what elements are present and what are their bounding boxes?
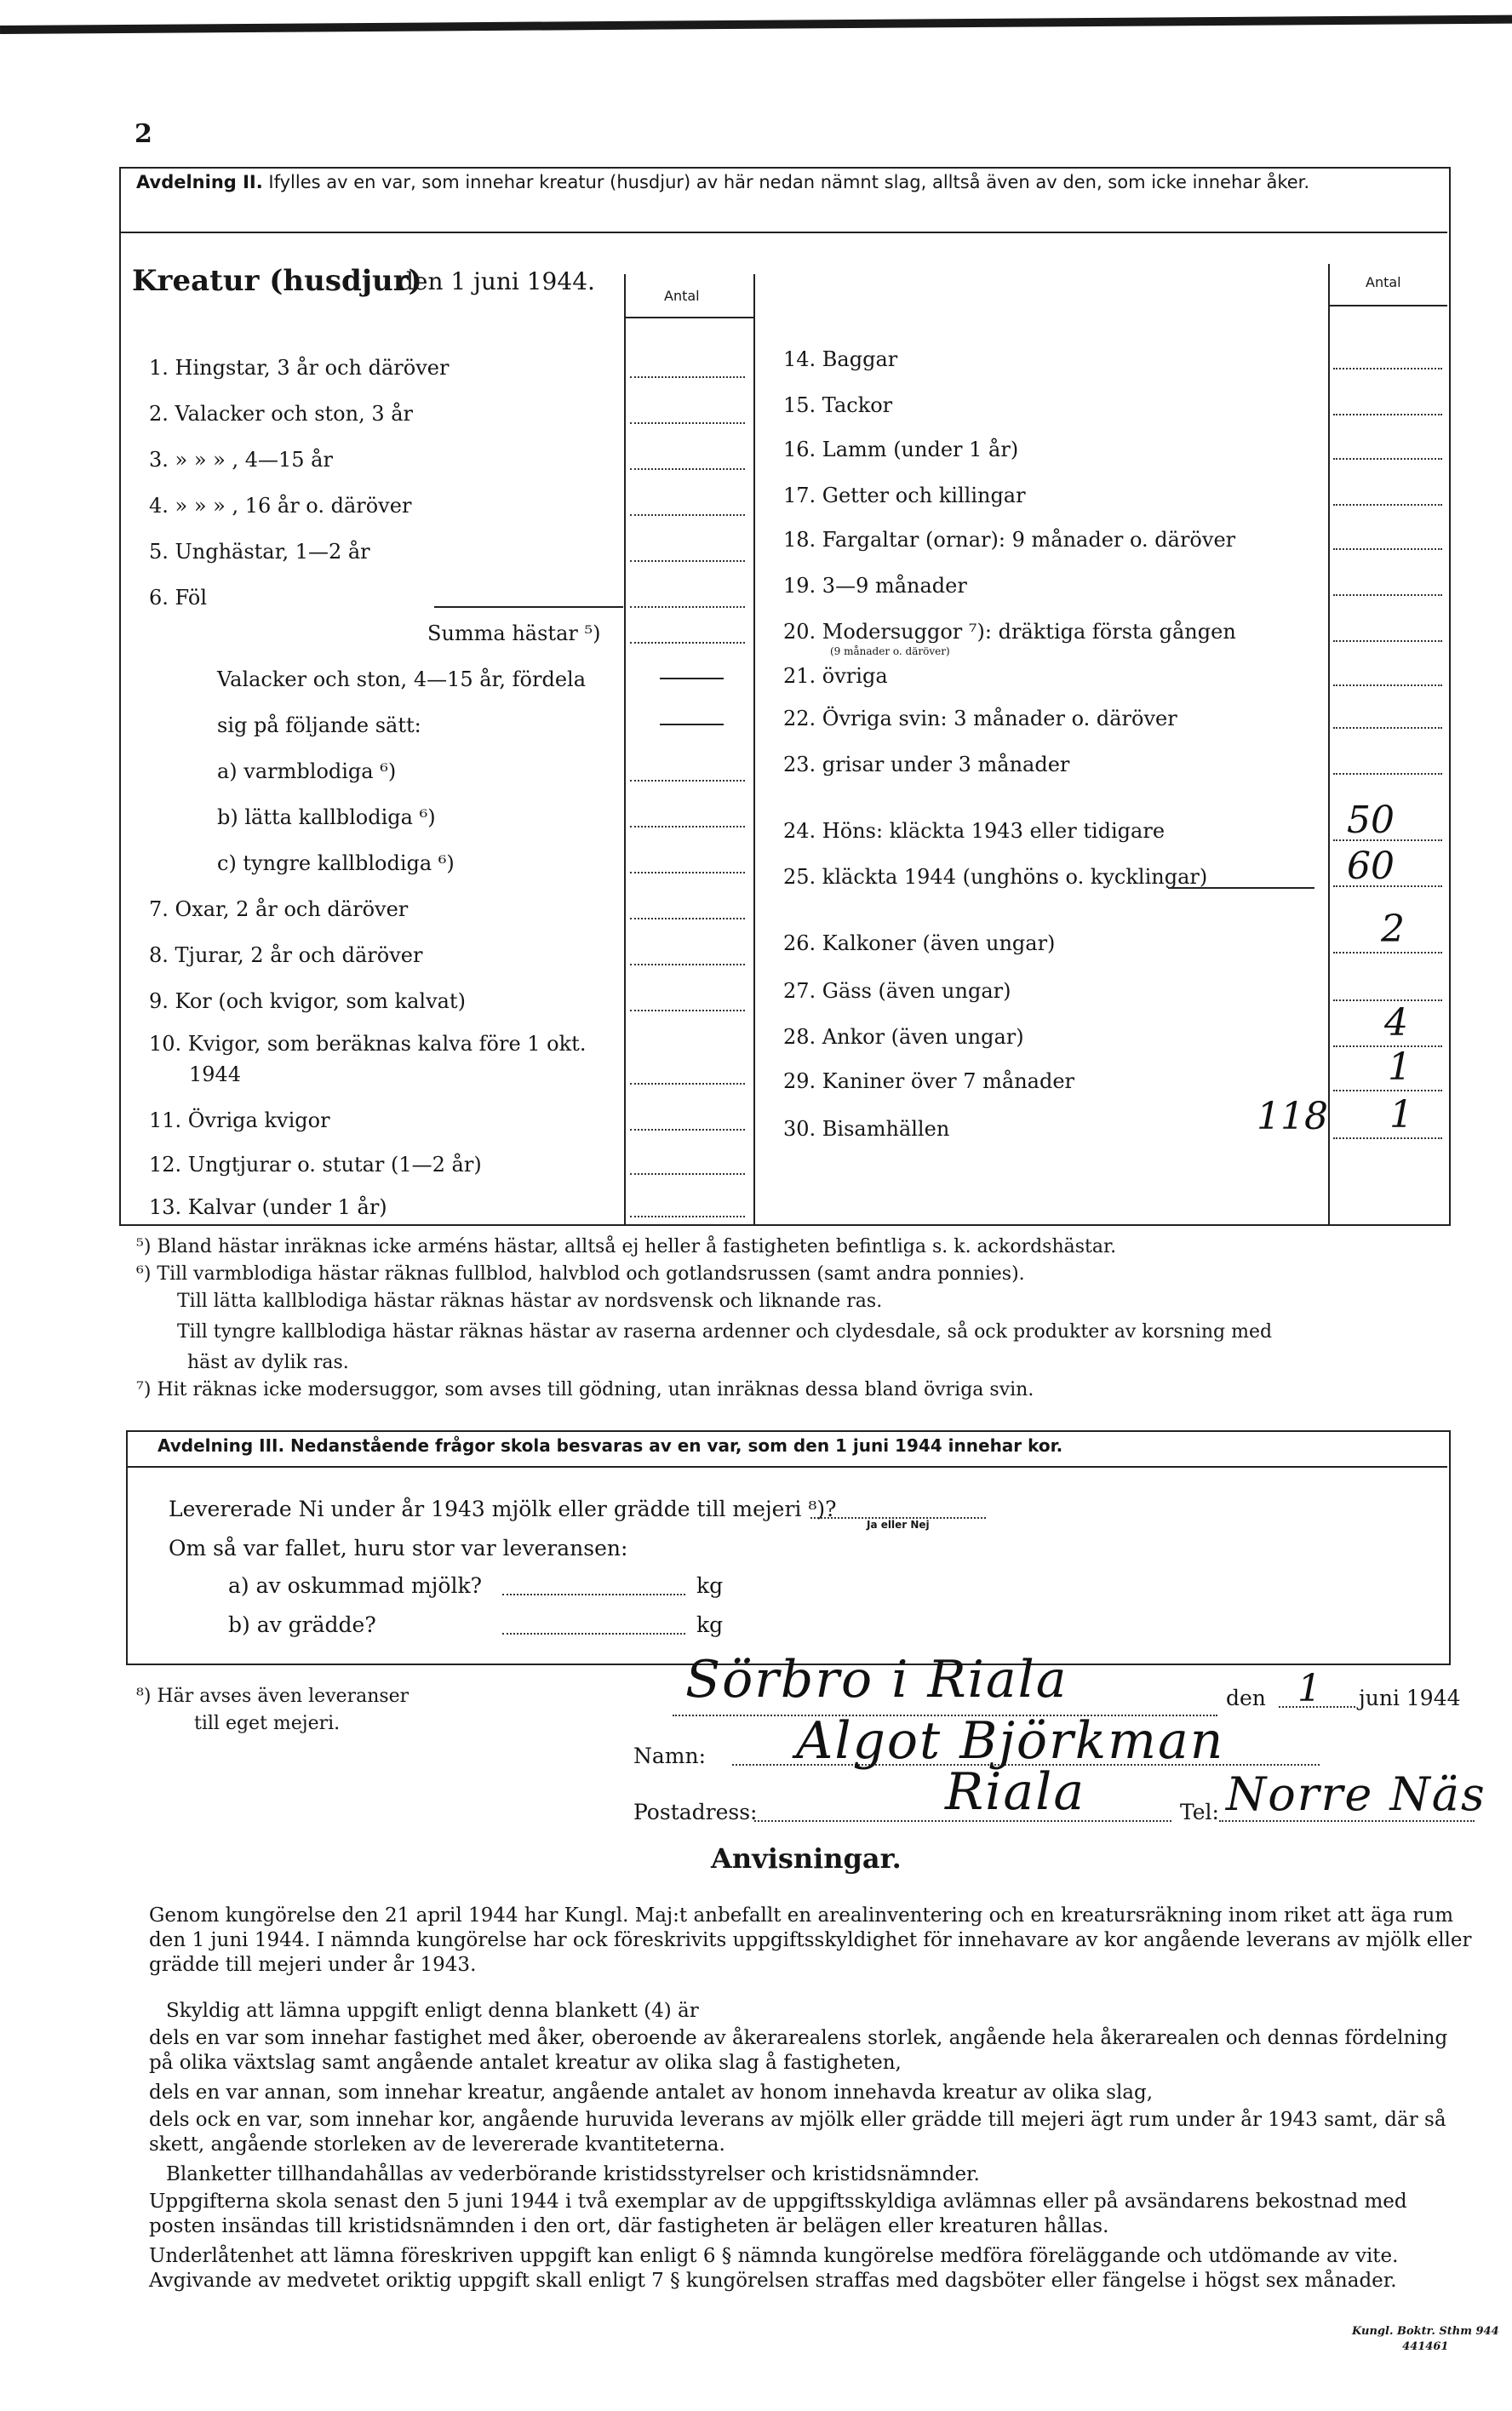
antal-field-1[interactable] [630,376,745,378]
month-year: juni 1944 [1359,1686,1461,1710]
gradde-kg-field[interactable] [502,1633,685,1635]
antal-field-3[interactable] [630,468,745,470]
anv-p7: Uppgifterna skola senast den 5 juni 1944 i två exemplar av de uppgiftsskyldiga avlämnas eller på avsändarens bekostnad med posten insändas till kristidsnämnden i den ort, där fastigheten är belägen eller kreaturen hållas. [149,2191,1407,2237]
row-29: 29. Kaniner över 7 månader [783,1069,1075,1093]
antal-header-right-line [1328,305,1447,306]
hw-ankor: 4 [1384,1001,1408,1045]
row-11: 11. Övriga kvigor [149,1108,330,1132]
antal-field-30[interactable] [1333,1137,1442,1139]
printer-mark [1352,2324,1499,2355]
footnote-6d: häst av dylik ras. [187,1352,349,1373]
anv-p4: dels en var annan, som innehar kreatur, angående antalet av honom innehavda kreatur av olika slag, [149,2082,1154,2104]
footnote-7: ⁷) Hit räknas icke modersuggor, som avses till gödning, utan inräknas dessa bland övriga svin. [136,1379,1034,1400]
printer-line-2: 441461 [1402,2340,1449,2353]
antal-field-17[interactable] [1333,504,1442,506]
antal-field-4[interactable] [630,514,745,516]
antal-field-10[interactable] [630,1083,745,1085]
mejeri-answer-hint: Ja eller Nej [867,1519,930,1531]
anv-p8: Underlåtenhet att lämna föreskriven uppgift kan enligt 6 § nämnda kungörelse medföra föreläggande och utdömande av vite. Avgivande av medvetet oriktig uppgift skall enligt 7 § kungörelsen straffas med dagsböter eller fängelse i högst sex månader. [149,2245,1399,2292]
antal-header-left-line [624,317,753,318]
footnote-6a: ⁶) Till varmblodiga hästar räknas fullblod, halvblod och gotlandsrussen (samt andra ponnies). [136,1263,1025,1285]
q-mejeri: Levererade Ni under år 1943 mjölk eller grädde till mejeri ⁸)? [169,1497,837,1521]
section-3-heading: Avdelning III. Nedanstående frågor skola besvaras av en var, som den 1 juni 1944 innehar kor. [158,1435,1063,1456]
antal-field-14[interactable] [1333,368,1442,369]
antal-field-26[interactable] [1333,952,1442,954]
anv-p3: dels en var som innehar fastighet med åker, oberoende av åkerarealens storlek, angående hela åkerarealen och dennas fördelning på olika växtslag samt angående antalet kreatur av olika slag å fastigheten, [149,2027,1448,2074]
hw-tel: Norre Näs [1226,1767,1486,1821]
tel-label: Tel: [1180,1800,1219,1824]
mjolk-unit: kg [696,1573,724,1598]
row-3: 3. » » » , 4—15 år [149,448,333,472]
row-15: 15. Tackor [783,393,893,417]
row-17: 17. Getter och killingar [783,484,1026,507]
page-number: 2 [135,119,152,149]
hw-hons-1944: 60 [1347,845,1395,888]
antal-field-19[interactable] [1333,594,1442,596]
footnote-8-line1: ⁸) Här avses även leveranser [136,1686,410,1707]
kreatur-date: den 1 juni 1944. [398,267,595,295]
row-25: 25. kläckta 1944 (unghöns o. kycklingar) [783,865,1208,889]
q-leverans: Om så var fallet, huru stor var leveransen: [169,1536,628,1561]
row-26: 26. Kalkoner (även ungar) [783,931,1056,955]
antal-field-a[interactable] [630,780,745,782]
row-1: 1. Hingstar, 3 år och däröver [149,356,450,380]
antal-field-c[interactable] [630,872,745,873]
antal-field-8[interactable] [630,964,745,965]
kreatur-title: Kreatur (husdjur) [132,264,422,298]
antal-field-summa[interactable] [630,642,745,644]
section-2-heading [136,170,1439,194]
row-13: 13. Kalvar (under 1 år) [149,1195,387,1219]
summa-hastar: Summa hästar ⁵) [427,621,601,645]
row-21: 21. övriga [783,664,888,688]
antal-field-6[interactable] [630,606,745,608]
antal-field-b[interactable] [630,826,745,828]
hw-bisam: 1 [1389,1093,1413,1137]
fordela-line-1: Valacker och ston, 4—15 år, fördela [217,667,587,691]
row-23: 23. grisar under 3 månader [783,753,1070,776]
den-label: den [1226,1686,1266,1710]
antal-field-23[interactable] [1333,773,1442,775]
anv-p1: Genom kungörelse den 21 april 1944 har Kungl. Maj:t anbefallt en arealinventering och en kreatursräkning inom riket att äga rum den 1 juni 1944. I nämnda kungörelse har ock föreskrivits uppgiftsskyldighet för innehavare av kor angående leverans av mjölk eller grädde till mejeri under år 1943. [149,1904,1472,1976]
fordela-dash-1 [660,678,724,679]
gradde-unit: kg [696,1612,724,1637]
fordela-line-2: sig på följande sätt: [217,713,421,737]
antal-field-15[interactable] [1333,414,1442,415]
row-7: 7. Oxar, 2 år och däröver [149,897,409,921]
row-10-cont: 1944 [189,1062,242,1086]
hw-place: Sörbro i Riala [685,1650,1068,1709]
section-2-label: Avdelning II. [136,172,263,192]
postadress-label: Postadress: [633,1800,758,1824]
antal-field-16[interactable] [1333,458,1442,460]
antal-field-22[interactable] [1333,727,1442,729]
section-3-divider [126,1466,1447,1468]
antal-field-13[interactable] [630,1216,745,1217]
anv-p6: Blanketter tillhandahållas av vederbörande kristidsstyrelser och kristidsnämnder. [166,2163,980,2185]
row-2: 2. Valacker och ston, 3 år [149,402,414,426]
modersuggor-note: (9 månader o. däröver) [830,645,950,657]
section-2-box [119,167,1451,1226]
anvisningar-title: Anvisningar. [711,1842,902,1875]
anv-p5: dels ock en var, som innehar kor, angående huruvida leverans av mjölk eller grädde till mejeri ägt rum under år 1943 samt, där så skett, angående storleken av de levererade kvantiteterna. [149,2109,1446,2156]
antal-field-11[interactable] [630,1129,745,1131]
footnote-5: ⁵) Bland hästar inräknas icke arméns hästar, alltså ej heller å fastigheten befintliga s. k. ackordshästar. [136,1236,1117,1257]
antal-field-12[interactable] [630,1173,745,1175]
row-12: 12. Ungtjurar o. stutar (1—2 år) [149,1153,482,1177]
antal-field-20[interactable] [1333,640,1442,642]
antal-field-7[interactable] [630,918,745,919]
row-14: 14. Baggar [783,347,898,371]
antal-field-18[interactable] [1333,548,1442,550]
antal-header-right: Antal [1366,274,1401,290]
row-20: 20. Modersuggor ⁷): dräktiga första gången [783,620,1236,644]
footnote-6b: Till lätta kallblodiga hästar räknas hästar av nordsvensk och liknande ras. [177,1291,883,1312]
sum-rule [434,606,623,608]
sub-row-a: a) varmblodiga ⁶) [217,759,397,783]
hw-postadress: Riala [945,1762,1086,1822]
row-24: 24. Höns: kläckta 1943 eller tidigare [783,819,1166,843]
section-2-divider [119,232,1447,233]
row-28: 28. Ankor (även ungar) [783,1025,1024,1049]
antal-field-5[interactable] [630,560,745,562]
row-5: 5. Unghästar, 1—2 år [149,540,370,564]
row-10: 10. Kvigor, som beräknas kalva före 1 okt. [149,1032,587,1056]
top-edge-line [0,15,1512,34]
row-22: 22. Övriga svin: 3 månader o. däröver [783,707,1177,730]
antal-field-21[interactable] [1333,684,1442,686]
q-gradde: b) av grädde? [228,1612,376,1637]
footnote-8-line2: till eget mejeri. [194,1713,341,1734]
hw-kalkoner: 2 [1381,908,1405,951]
antal-header-left: Antal [664,288,700,304]
antal-field-2[interactable] [630,422,745,424]
row-18: 18. Fargaltar (ornar): 9 månader o. däröver [783,528,1236,552]
antal-field-29[interactable] [1333,1090,1442,1091]
hw-name: Algot Björkman [796,1711,1225,1771]
row-16: 16. Lamm (under 1 år) [783,438,1019,461]
row-4: 4. » » » , 16 år o. däröver [149,494,412,518]
hw-kaniner: 1 [1388,1045,1412,1089]
printer-line-1: Kungl. Boktr. Sthm 944 [1352,2325,1499,2338]
kycklingar-underline [1168,887,1314,889]
row-27: 27. Gäss (även ungar) [783,979,1011,1003]
antal-column-left [624,274,755,1224]
row-8: 8. Tjurar, 2 år och däröver [149,943,423,967]
mjolk-kg-field[interactable] [502,1594,685,1595]
row-19: 19. 3—9 månader [783,574,967,598]
antal-field-9[interactable] [630,1010,745,1011]
q-mjolk: a) av oskummad mjölk? [228,1573,483,1598]
hw-hons-1943: 50 [1347,799,1395,842]
footnote-6c: Till tyngre kallblodiga hästar räknas hästar av raserna ardenner och clydesdale, så ock produkter av korsning med [177,1321,1273,1343]
hw-bisam-extra: 118 [1257,1095,1328,1138]
hw-day: 1 [1297,1667,1321,1710]
namn-label: Namn: [633,1744,707,1768]
section-2-instruction: Ifylles av en var, som innehar kreatur (husdjur) av här nedan nämnt slag, alltså även av den, som icke innehar åker. [268,172,1310,192]
row-9: 9. Kor (och kvigor, som kalvat) [149,989,466,1013]
sub-row-b: b) lätta kallblodiga ⁶) [217,805,436,829]
sub-row-c: c) tyngre kallblodiga ⁶) [217,851,455,875]
anv-p2: Skyldig att lämna uppgift enligt denna blankett (4) är [166,2000,699,2022]
fordela-dash-2 [660,724,724,725]
row-30: 30. Bisamhällen [783,1117,950,1141]
row-6: 6. Föl [149,586,207,610]
